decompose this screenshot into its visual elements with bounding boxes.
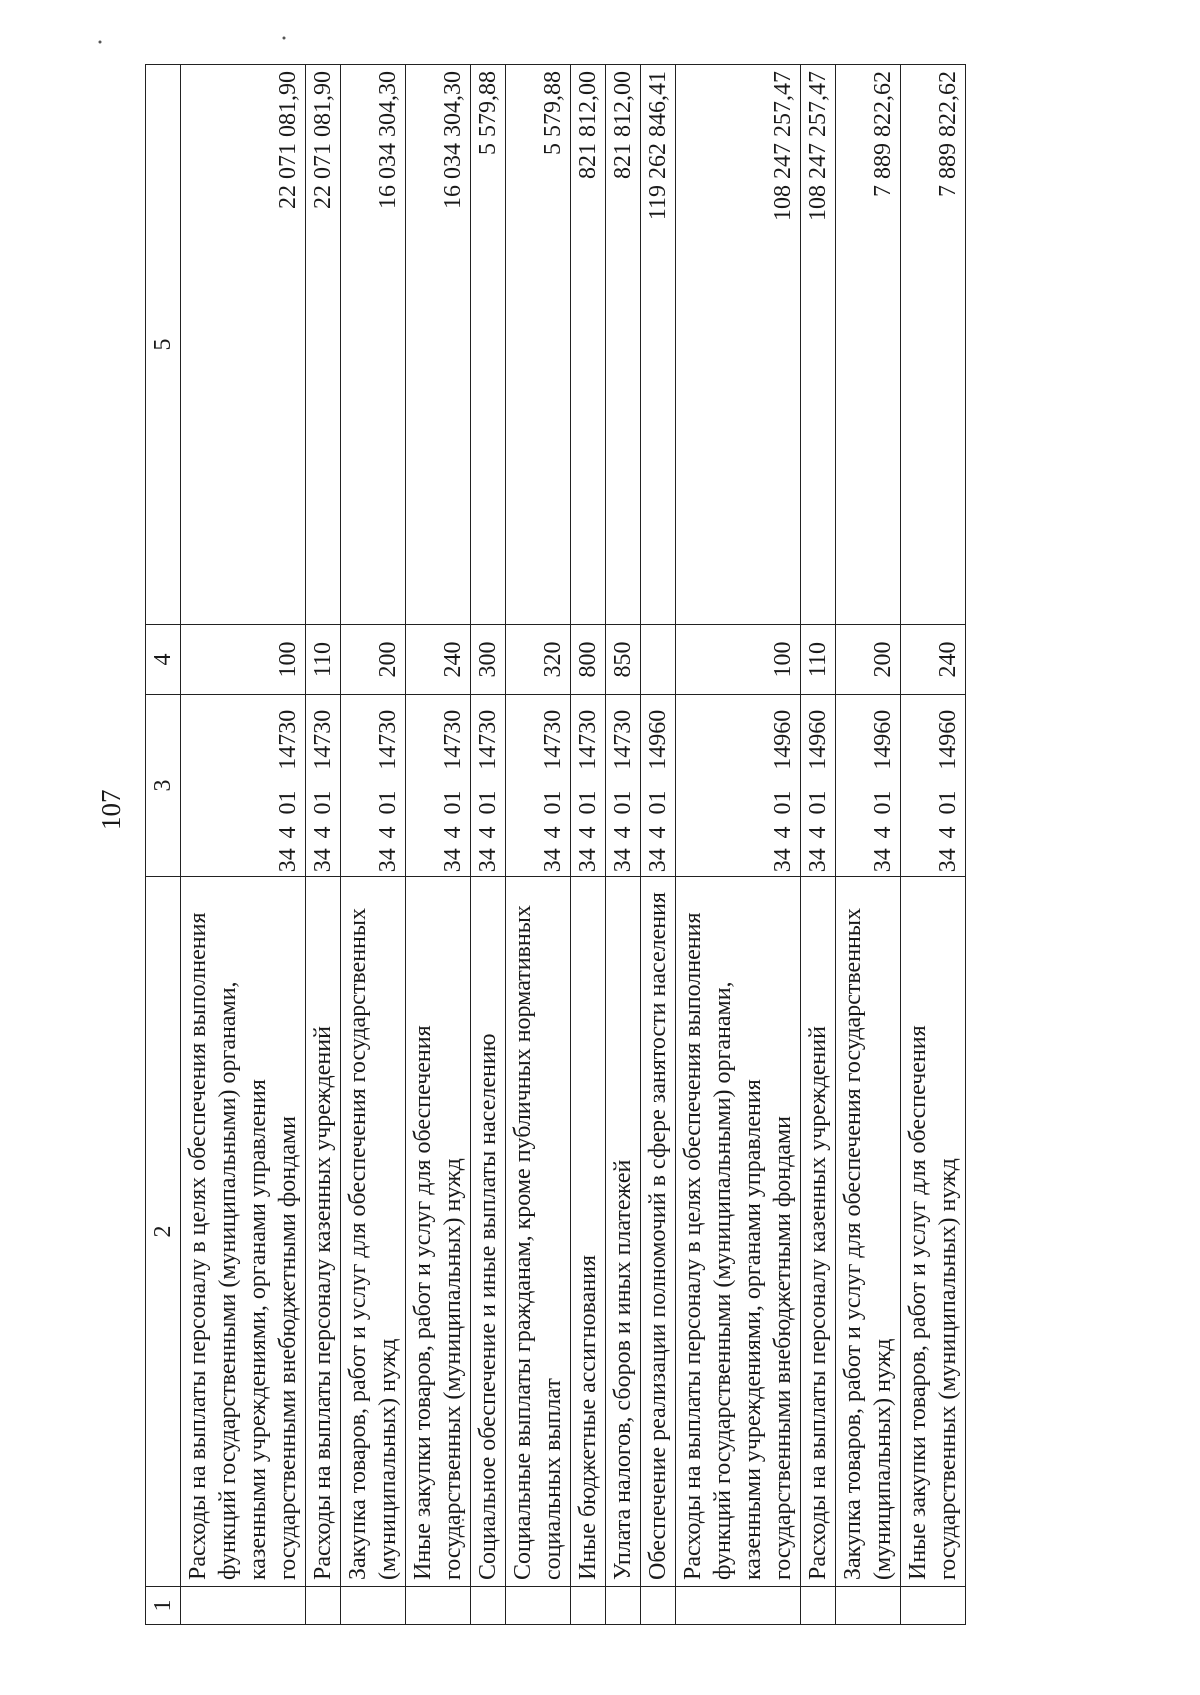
code-part-4: 14730 xyxy=(606,695,641,785)
header-col-1: 1 xyxy=(146,1587,181,1625)
code-part-1: 34 xyxy=(506,845,571,877)
expense-name-cell: Расходы на выплаты персоналу в целях обеспечения выполнения функций государственными (муниципальными) органами, казенными учреждениями, органами управления государственными внебюджетными фондами xyxy=(181,877,306,1587)
amount-cell: 22 071 081,90 xyxy=(181,65,306,625)
table-row xyxy=(606,65,641,1625)
code-part-3: 01 xyxy=(181,785,306,821)
expense-type-cell: 200 xyxy=(341,625,406,695)
header-row xyxy=(146,65,181,1625)
table-row xyxy=(506,65,571,1625)
code-part-4: 14730 xyxy=(506,695,571,785)
amount-cell: 5 579,88 xyxy=(506,65,571,625)
code-part-2: 4 xyxy=(901,821,966,845)
code-part-4: 14730 xyxy=(471,695,506,785)
code-part-4: 14730 xyxy=(306,695,341,785)
expense-name-cell: Иные закупки товаров, работ и услуг для обеспечения государственных (муниципальных) нужд xyxy=(406,877,471,1587)
code-part-1: 34 xyxy=(676,845,801,877)
expense-type-cell: 100 xyxy=(181,625,306,695)
code-part-1: 34 xyxy=(801,845,836,877)
row-index-cell xyxy=(571,1587,606,1625)
expense-name-cell: Обеспечение реализации полномочий в сфере занятости населения xyxy=(641,877,676,1587)
row-index-cell xyxy=(901,1587,966,1625)
expense-type-cell: 240 xyxy=(901,625,966,695)
row-index-cell xyxy=(406,1587,471,1625)
code-part-2: 4 xyxy=(341,821,406,845)
header-col-4: 4 xyxy=(146,625,181,695)
expense-name-cell: Уплата налогов, сборов и иных платежей xyxy=(606,877,641,1587)
code-part-1: 34 xyxy=(181,845,306,877)
row-index-cell xyxy=(506,1587,571,1625)
code-part-2: 4 xyxy=(801,821,836,845)
expense-name-cell: Иные закупки товаров, работ и услуг для обеспечения государственных (муниципальных) нужд xyxy=(901,877,966,1587)
code-part-1: 34 xyxy=(641,845,676,877)
expense-type-cell: 240 xyxy=(406,625,471,695)
amount-cell: 5 579,88 xyxy=(471,65,506,625)
code-part-3: 01 xyxy=(676,785,801,821)
code-part-1: 34 xyxy=(406,845,471,877)
row-index-cell xyxy=(676,1587,801,1625)
table-row xyxy=(306,65,341,1625)
expense-name-cell: Расходы на выплаты персоналу в целях обеспечения выполнения функций государственными (муниципальными) органами, казенными учреждениями, органами управления государственными внебюджетными фондами xyxy=(676,877,801,1587)
table-body xyxy=(181,65,966,1625)
code-part-3: 01 xyxy=(801,785,836,821)
amount-cell: 7 889 822,62 xyxy=(836,65,901,625)
code-part-4: 14730 xyxy=(181,695,306,785)
table-row xyxy=(471,65,506,1625)
table-row xyxy=(676,65,801,1625)
code-part-3: 01 xyxy=(641,785,676,821)
code-part-3: 01 xyxy=(306,785,341,821)
expense-name-cell: Социальное обеспечение и иные выплаты населению xyxy=(471,877,506,1587)
amount-cell: 821 812,00 xyxy=(606,65,641,625)
amount-cell: 119 262 846,41 xyxy=(641,65,676,625)
code-part-2: 4 xyxy=(836,821,901,845)
code-part-2: 4 xyxy=(676,821,801,845)
code-part-4: 14730 xyxy=(571,695,606,785)
header-col-3: 3 xyxy=(146,695,181,877)
table-row xyxy=(406,65,471,1625)
table-row xyxy=(341,65,406,1625)
code-part-3: 01 xyxy=(571,785,606,821)
table-row xyxy=(641,65,676,1625)
code-part-2: 4 xyxy=(471,821,506,845)
code-part-1: 34 xyxy=(471,845,506,877)
expense-type-cell: 100 xyxy=(676,625,801,695)
code-part-4: 14730 xyxy=(341,695,406,785)
code-part-2: 4 xyxy=(506,821,571,845)
table-row xyxy=(836,65,901,1625)
code-part-3: 01 xyxy=(471,785,506,821)
amount-cell: 108 247 257,47 xyxy=(676,65,801,625)
code-part-3: 01 xyxy=(341,785,406,821)
code-part-2: 4 xyxy=(641,821,676,845)
code-part-3: 01 xyxy=(406,785,471,821)
row-index-cell xyxy=(641,1587,676,1625)
table-row xyxy=(571,65,606,1625)
row-index-cell xyxy=(471,1587,506,1625)
expense-name-cell: Расходы на выплаты персоналу казенных учреждений xyxy=(306,877,341,1587)
header-col-5: 5 xyxy=(146,65,181,625)
code-part-1: 34 xyxy=(836,845,901,877)
table-row xyxy=(181,65,306,1625)
row-index-cell xyxy=(801,1587,836,1625)
code-part-4: 14730 xyxy=(406,695,471,785)
row-index-cell xyxy=(181,1587,306,1625)
code-part-2: 4 xyxy=(406,821,471,845)
expense-name-cell: Расходы на выплаты персоналу казенных учреждений xyxy=(801,877,836,1587)
code-part-3: 01 xyxy=(506,785,571,821)
code-part-2: 4 xyxy=(606,821,641,845)
row-index-cell xyxy=(606,1587,641,1625)
amount-cell: 22 071 081,90 xyxy=(306,65,341,625)
budget-table-container xyxy=(145,65,961,1625)
code-part-3: 01 xyxy=(836,785,901,821)
expense-type-cell: 320 xyxy=(506,625,571,695)
amount-cell: 108 247 257,47 xyxy=(801,65,836,625)
expense-name-cell: Закупка товаров, работ и услуг для обеспечения государственных (муниципальных) нужд xyxy=(341,877,406,1587)
code-part-4: 14960 xyxy=(801,695,836,785)
amount-cell: 821 812,00 xyxy=(571,65,606,625)
amount-cell: 16 034 304,30 xyxy=(406,65,471,625)
code-part-1: 34 xyxy=(306,845,341,877)
code-part-4: 14960 xyxy=(901,695,966,785)
page-number: 107 xyxy=(96,789,126,830)
amount-cell: 16 034 304,30 xyxy=(341,65,406,625)
code-part-4: 14960 xyxy=(676,695,801,785)
expense-name-cell: Закупка товаров, работ и услуг для обеспечения государственных (муниципальных) нужд xyxy=(836,877,901,1587)
row-index-cell xyxy=(306,1587,341,1625)
expense-type-cell: 300 xyxy=(471,625,506,695)
expense-type-cell: 850 xyxy=(606,625,641,695)
header-col-2: 2 xyxy=(146,877,181,1587)
code-part-2: 4 xyxy=(306,821,341,845)
row-index-cell xyxy=(836,1587,901,1625)
table-row xyxy=(801,65,836,1625)
code-part-1: 34 xyxy=(901,845,966,877)
amount-cell: 7 889 822,62 xyxy=(901,65,966,625)
code-part-3: 01 xyxy=(606,785,641,821)
table-row xyxy=(901,65,966,1625)
expense-name-cell: Социальные выплаты гражданам, кроме публичных нормативных социальных выплат xyxy=(506,877,571,1587)
code-part-2: 4 xyxy=(571,821,606,845)
row-index-cell xyxy=(341,1587,406,1625)
code-part-1: 34 xyxy=(606,845,641,877)
code-part-3: 01 xyxy=(901,785,966,821)
code-part-1: 34 xyxy=(341,845,406,877)
expense-name-cell: Иные бюджетные ассигнования xyxy=(571,877,606,1587)
expense-type-cell: 200 xyxy=(836,625,901,695)
code-part-2: 4 xyxy=(181,821,306,845)
budget-table xyxy=(145,64,966,1625)
expense-type-cell: 110 xyxy=(801,625,836,695)
code-part-4: 14960 xyxy=(836,695,901,785)
expense-type-cell xyxy=(641,625,676,695)
expense-type-cell: 110 xyxy=(306,625,341,695)
code-part-4: 14960 xyxy=(641,695,676,785)
expense-type-cell: 800 xyxy=(571,625,606,695)
code-part-1: 34 xyxy=(571,845,606,877)
